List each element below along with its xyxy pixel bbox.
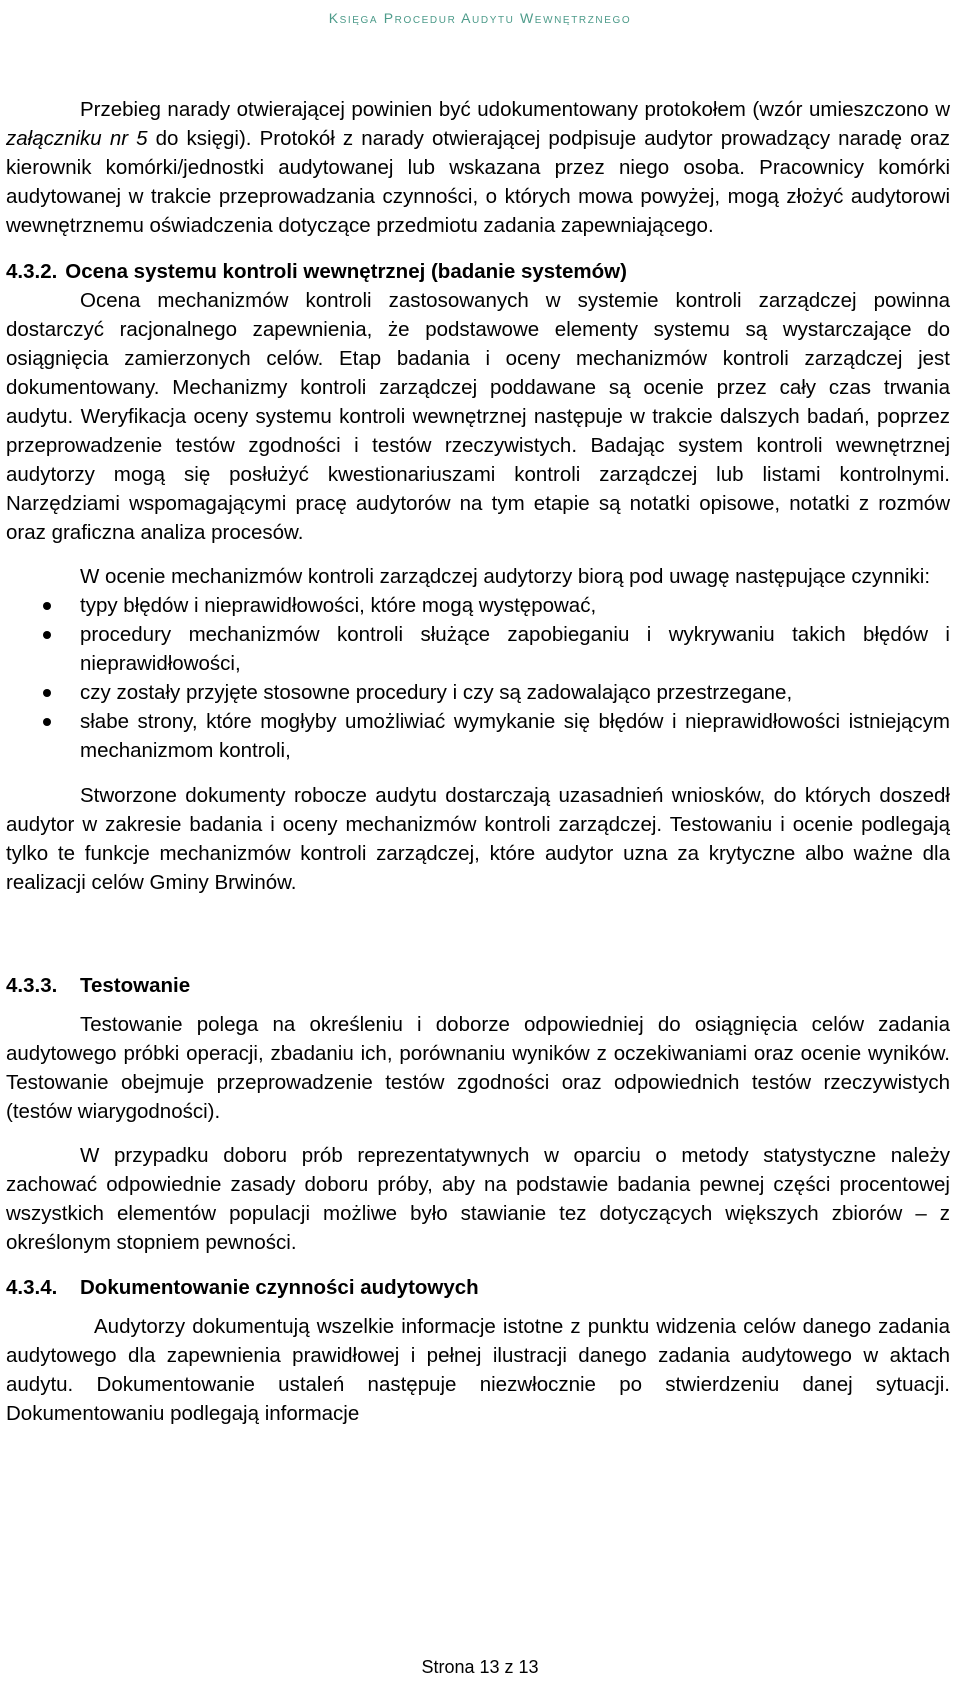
section-number: 4.3.3.	[6, 974, 58, 997]
factors-list	[6, 591, 950, 765]
section-heading-433	[6, 971, 950, 1000]
list-item: typy błędów i nieprawidłowości, które mogą występować,	[6, 591, 950, 620]
section-434-paragraph-1: Audytorzy dokumentują wszelkie informacje istotne z punktu widzenia celów danego zadania audytowego dla zapewnienia prawidłowej i pełnej ilustracji danego zadania audytowego w aktach audytu. Dokumentowanie ustaleń następuje niezwłocznie po stwierdzeniu danej sytuacji. Dokumentowaniu podlegają informacje	[6, 1315, 950, 1425]
section-432-paragraph-1: Ocena mechanizmów kontroli zastosowanych w systemie kontroli zarządczej powinna dostarczyć racjonalnego zapewnienia, że podstawowe elementy systemu są wystarczające do osiągnięcia zamierzonych celów. Etap badania i oceny mechanizmów kontroli zarządczej jest dokumentowany. Mechanizmy kontroli zarządczej poddawane są ocenie przez cały czas trwania audytu. Weryfikacja oceny systemu kontroli wewnętrznej następuje w trakcie dalszych badań, poprzez przeprowadzenie testów zgodności i testów rzeczywistych. Badając system kontroli wewnętrznej audytorzy mogą się posłużyć kwestionariuszami kontroli zarządczej lub listami kontrolnymi. Narzędziami wspomagającymi pracę audytorów na tym etapie są notatki opisowe, notatki z rozmów oraz graficzna analiza procesów.	[6, 289, 950, 544]
running-header: Księga Procedur Audytu Wewnętrznego	[328, 10, 632, 26]
section-432-paragraph-2: W ocenie mechanizmów kontroli zarządczej audytorzy biorą pod uwagę następujące czynniki:	[80, 565, 931, 588]
section-432-paragraph-3: Stworzone dokumenty robocze audytu dostarczają uzasadnień wniosków, do których doszedł audytor w zakresie badania i oceny mechanizmów kontroli zarządczej. Testowaniu i ocenie podlegają tylko te funkcje mechanizmów kontroli zarządczej, które audytor uzna za krytyczne albo ważne dla realizacji celów Gminy Brwinów.	[6, 784, 950, 894]
intro-paragraph	[6, 95, 950, 240]
intro-text-b: do księgi). Protokół z narady otwierającej podpisuje audytor prowadzący naradę oraz kierownik komórki/jednostki audytowanej lub wskazana przez niego osoba. Pracownicy komórki audytowanej w trakcie przeprowadzania czynności, o których mowa powyżej, mogą złożyć audytorowi wewnętrznemu oświadczenia dotyczące przedmiotu zadania zapewniającego.	[6, 127, 950, 237]
page-number: Strona 13 z 13	[421, 1657, 539, 1677]
section-heading-434	[6, 1273, 950, 1302]
section-433-paragraph-1: Testowanie polega na określeniu i doborze odpowiedniej do osiągnięcia celów zadania audytowego próbki operacji, zbadaniu ich, porównaniu wyników z oczekiwaniami oraz ocenie wyników. Testowanie obejmuje przeprowadzenie testów zgodności oraz odpowiednich testów rzeczywistych (testów wiarygodności).	[6, 1013, 950, 1123]
section-title: Ocena systemu kontroli wewnętrznej (badanie systemów)	[65, 260, 627, 283]
section-number: 4.3.4.	[6, 1276, 58, 1299]
intro-text-a: Przebieg narady otwierającej powinien być udokumentowany protokołem (wzór umieszczono w	[80, 98, 950, 121]
page-content	[6, 95, 950, 1428]
section-title: Testowanie	[80, 974, 191, 997]
appendix-reference: załączniku nr 5	[6, 127, 148, 150]
section-title: Dokumentowanie czynności audytowych	[80, 1276, 479, 1299]
section-number: 4.3.2.	[6, 260, 58, 283]
section-433-paragraph-2: W przypadku doboru prób reprezentatywnych w oparciu o metody statystyczne należy zachować odpowiednie zasady doboru próby, aby na podstawie badania pewnej części procentowej wszystkich elementów populacji możliwe było stawianie tez dotyczących większych zbiorów – z określonym stopniem pewności.	[6, 1144, 950, 1254]
list-item: procedury mechanizmów kontroli służące zapobieganiu i wykrywaniu takich błędów i nieprawidłowości,	[6, 620, 950, 678]
section-heading-432	[6, 257, 950, 286]
list-item: czy zostały przyjęte stosowne procedury i czy są zadowalająco przestrzegane,	[6, 678, 950, 707]
list-item: słabe strony, które mogłyby umożliwiać wymykanie się błędów i nieprawidłowości istniejącym mechanizmom kontroli,	[6, 707, 950, 765]
